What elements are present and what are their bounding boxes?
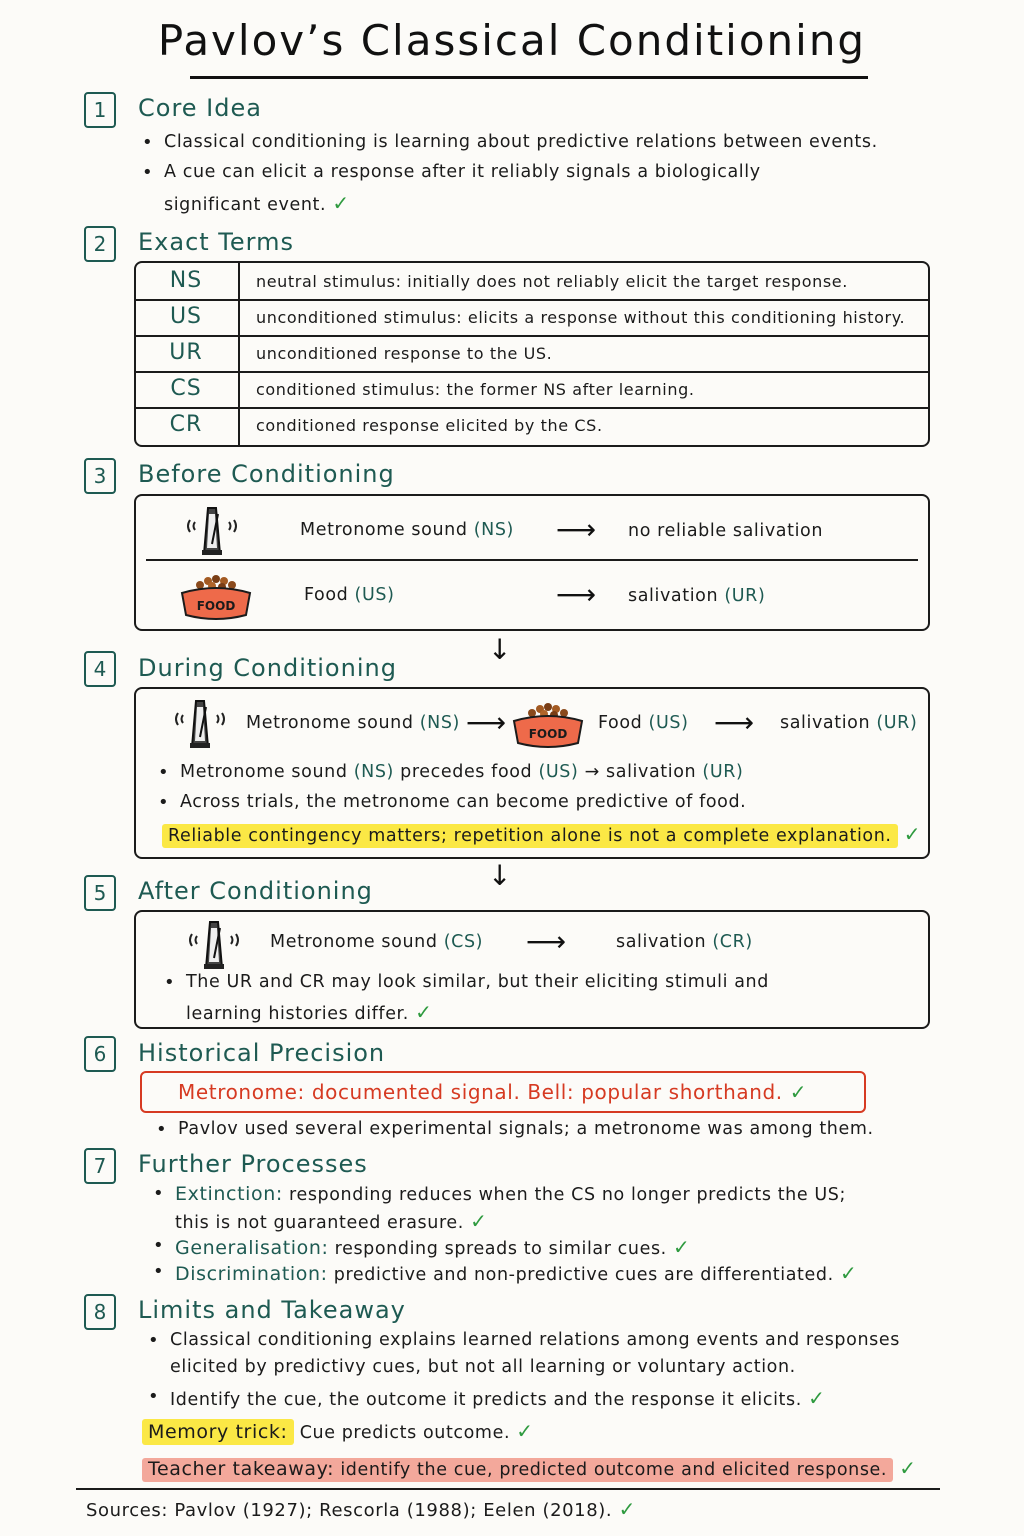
core-idea-bullet-2-line-1: • A cue can elicit a response after it reliably signals a biologically: [164, 162, 761, 182]
before-stimulus-1: Metronome sound (NS): [300, 520, 514, 540]
terms-row-line: [136, 407, 928, 409]
extinction-line-2: this is not guaranteed erasure. ✓: [175, 1209, 488, 1233]
after-bullet-line-2: learning histories differ. ✓: [186, 1000, 433, 1024]
check-icon: ✓: [899, 1456, 917, 1480]
food-bowl-label: FOOD: [196, 599, 236, 613]
sources: Sources: Pavlov (1927); Rescorla (1988); Eelen (2018). ✓: [86, 1497, 636, 1521]
section-number-8: 8: [84, 1294, 116, 1330]
arrow-right-icon: ⟶: [556, 513, 597, 546]
terms-table: [134, 261, 930, 447]
terms-row-line: [136, 335, 928, 337]
term-def-ns: neutral stimulus: initially does not reliably elicit the target response.: [256, 272, 848, 291]
section-number-5: 5: [84, 875, 116, 911]
arrow-right-icon: ⟶: [526, 925, 567, 958]
arrow-right-icon: ⟶: [466, 706, 507, 739]
term-abbr-cs: CS: [170, 376, 202, 401]
page-title: Pavlov’s Classical Conditioning: [157, 16, 867, 65]
term-def-cs: conditioned stimulus: the former NS after learning.: [256, 380, 695, 399]
term-def-ur: unconditioned response to the US.: [256, 344, 553, 363]
during-bullet-2: • Across trials, the metronome can become predictive of food.: [180, 792, 746, 812]
terms-row-line: [136, 371, 928, 373]
generalisation-line: • Generalisation: responding spreads to similar cues. ✓: [175, 1235, 690, 1259]
before-stimulus-2: Food (US): [304, 585, 395, 605]
section-title-further-processes: Further Processes: [138, 1150, 368, 1178]
check-icon: ✓: [673, 1235, 691, 1259]
food-bowl-label: FOOD: [528, 727, 568, 741]
during-response: salivation (UR): [780, 713, 918, 733]
limits-bullet-2: • Identify the cue, the outcome it predicts and the response it elicits. ✓: [170, 1386, 825, 1410]
after-stimulus: Metronome sound (CS): [270, 932, 484, 952]
during-stimulus: Metronome sound (NS): [246, 713, 460, 733]
term-def-us: unconditioned stimulus: elicits a response without this conditioning history.: [256, 308, 906, 327]
section-title-exact-terms: Exact Terms: [138, 228, 294, 256]
term-def-cr: conditioned response elicited by the CS.: [256, 416, 603, 435]
check-icon: ✓: [903, 822, 922, 846]
during-food: Food (US): [598, 713, 689, 733]
section-number-4: 4: [84, 651, 116, 687]
metronome-icon: [184, 916, 244, 972]
after-response: salivation (CR): [616, 932, 753, 952]
during-highlight: Reliable contingency matters; repetition alone is not a complete explanation. ✓: [162, 822, 921, 846]
section-title-historical-precision: Historical Precision: [138, 1039, 386, 1067]
section-number-7: 7: [84, 1148, 116, 1184]
during-bullet-1: • Metronome sound (NS) precedes food (US) → salivation (UR): [180, 762, 743, 782]
metronome-icon: [170, 695, 230, 751]
core-idea-bullet-2-line-2: significant event. ✓: [164, 191, 350, 215]
check-icon: ✓: [516, 1419, 534, 1443]
before-response-2: salivation (UR): [628, 586, 766, 606]
section-title-before-conditioning: Before Conditioning: [138, 460, 395, 488]
section-title-core-idea: Core Idea: [138, 94, 262, 122]
footer-rule: [76, 1488, 940, 1490]
before-divider: [146, 559, 918, 561]
term-abbr-ur: UR: [169, 340, 203, 365]
check-icon: ✓: [808, 1386, 826, 1410]
extinction-line-1: • Extinction: responding reduces when the CS no longer predicts the US;: [175, 1183, 846, 1205]
section-title-after-conditioning: After Conditioning: [138, 877, 373, 905]
title-underline: [190, 76, 868, 79]
arrow-right-icon: ⟶: [714, 706, 755, 739]
section-number-3: 3: [84, 458, 116, 494]
check-icon: ✓: [470, 1209, 488, 1233]
memory-trick: Memory trick: Cue predicts outcome. ✓: [142, 1419, 534, 1443]
food-bowl-icon: [176, 571, 256, 623]
check-icon: ✓: [839, 1261, 858, 1285]
term-abbr-ns: NS: [169, 268, 203, 293]
teacher-takeaway: Teacher takeaway: identify the cue, predicted outcome and elicited response. ✓: [142, 1456, 917, 1480]
section-number-1: 1: [84, 92, 116, 128]
historical-callout-text: Metronome: documented signal. Bell: popular shorthand. ✓: [178, 1080, 808, 1104]
core-idea-bullet-1: • Classical conditioning is learning about predictive relations between events.: [164, 132, 878, 152]
term-abbr-us: US: [169, 304, 203, 329]
before-response-1: no reliable salivation: [628, 521, 824, 541]
terms-row-line: [136, 299, 928, 301]
limits-bullet-1-line-1: • Classical conditioning explains learned relations among events and responses: [170, 1330, 900, 1350]
food-bowl-icon: [508, 699, 588, 751]
during-conditioning-box: [134, 687, 930, 859]
historical-bullet: • Pavlov used several experimental signals; a metronome was among them.: [178, 1119, 874, 1139]
section-title-during-conditioning: During Conditioning: [138, 654, 397, 682]
check-icon: ✓: [332, 191, 350, 215]
before-conditioning-box: [134, 494, 930, 631]
metronome-icon: [182, 502, 242, 558]
after-conditioning-box: [134, 910, 930, 1029]
arrow-down-icon: ↓: [488, 633, 512, 666]
after-bullet-line-1: • The UR and CR may look similar, but their eliciting stimuli and: [186, 972, 769, 992]
arrow-right-icon: ⟶: [556, 578, 597, 611]
check-icon: ✓: [789, 1080, 808, 1104]
terms-table-divider: [238, 263, 240, 445]
term-abbr-cr: CR: [169, 412, 203, 437]
discrimination-line: • Discrimination: predictive and non-predictive cues are differentiated. ✓: [175, 1261, 857, 1285]
section-number-2: 2: [84, 226, 116, 262]
check-icon: ✓: [618, 1497, 636, 1521]
arrow-down-icon: ↓: [488, 859, 512, 892]
section-number-6: 6: [84, 1036, 116, 1072]
limits-bullet-1-line-2: elicited by predictivy cues, but not all learning or voluntary action.: [170, 1357, 796, 1377]
check-icon: ✓: [415, 1000, 433, 1024]
historical-callout: [140, 1071, 866, 1113]
section-title-limits-and-takeaway: Limits and Takeaway: [138, 1296, 406, 1324]
